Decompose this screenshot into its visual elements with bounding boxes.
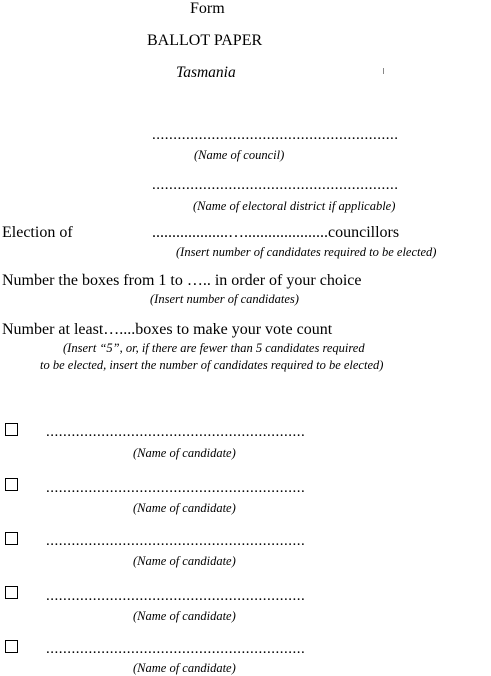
candidate-name-field-4[interactable]: .............................................................	[46, 588, 306, 604]
minimum-hint-line2: to be elected, insert the number of candidates required to be elected)	[40, 358, 384, 372]
region-label: Tasmania	[176, 64, 236, 81]
page-title: BALLOT PAPER	[147, 32, 263, 49]
candidate-checkbox-3[interactable]	[5, 532, 18, 545]
candidate-hint-4: (Name of candidate)	[133, 609, 236, 623]
election-label: Election of	[2, 224, 73, 241]
candidate-name-field-5[interactable]: .............................................................	[46, 641, 306, 657]
candidate-hint-2: (Name of candidate)	[133, 501, 236, 515]
minimum-hint-line1: (Insert “5”, or, if there are fewer than 5 candidates required	[63, 341, 365, 355]
candidate-checkbox-5[interactable]	[5, 640, 18, 653]
candidate-name-field-3[interactable]: .............................................................	[46, 533, 306, 549]
district-hint: (Name of electoral district if applicable)	[193, 199, 396, 213]
stray-mark	[383, 68, 384, 74]
numbering-hint: (Insert number of candidates)	[150, 292, 299, 306]
council-name-field[interactable]: ..........................................................	[152, 127, 399, 143]
council-hint: (Name of council)	[194, 148, 285, 162]
numbering-instruction: Number the boxes from 1 to ….. in order of your choice	[2, 272, 362, 289]
election-hint: (Insert number of candidates required to be elected)	[176, 245, 437, 259]
district-name-field[interactable]: ..........................................................	[152, 177, 399, 193]
candidate-hint-5: (Name of candidate)	[133, 661, 236, 675]
candidate-hint-3: (Name of candidate)	[133, 554, 236, 568]
candidate-checkbox-4[interactable]	[5, 586, 18, 599]
minimum-instruction: Number at least…....boxes to make your vote count	[2, 321, 333, 338]
candidate-name-field-2[interactable]: .............................................................	[46, 480, 306, 496]
candidate-checkbox-2[interactable]	[5, 478, 18, 491]
candidate-checkbox-1[interactable]	[5, 423, 18, 436]
candidate-hint-1: (Name of candidate)	[133, 446, 236, 460]
form-label: Form	[190, 0, 225, 17]
councillors-count-field[interactable]: ...................….....................councillors	[152, 224, 400, 241]
candidate-name-field-1[interactable]: .............................................................	[46, 424, 306, 440]
